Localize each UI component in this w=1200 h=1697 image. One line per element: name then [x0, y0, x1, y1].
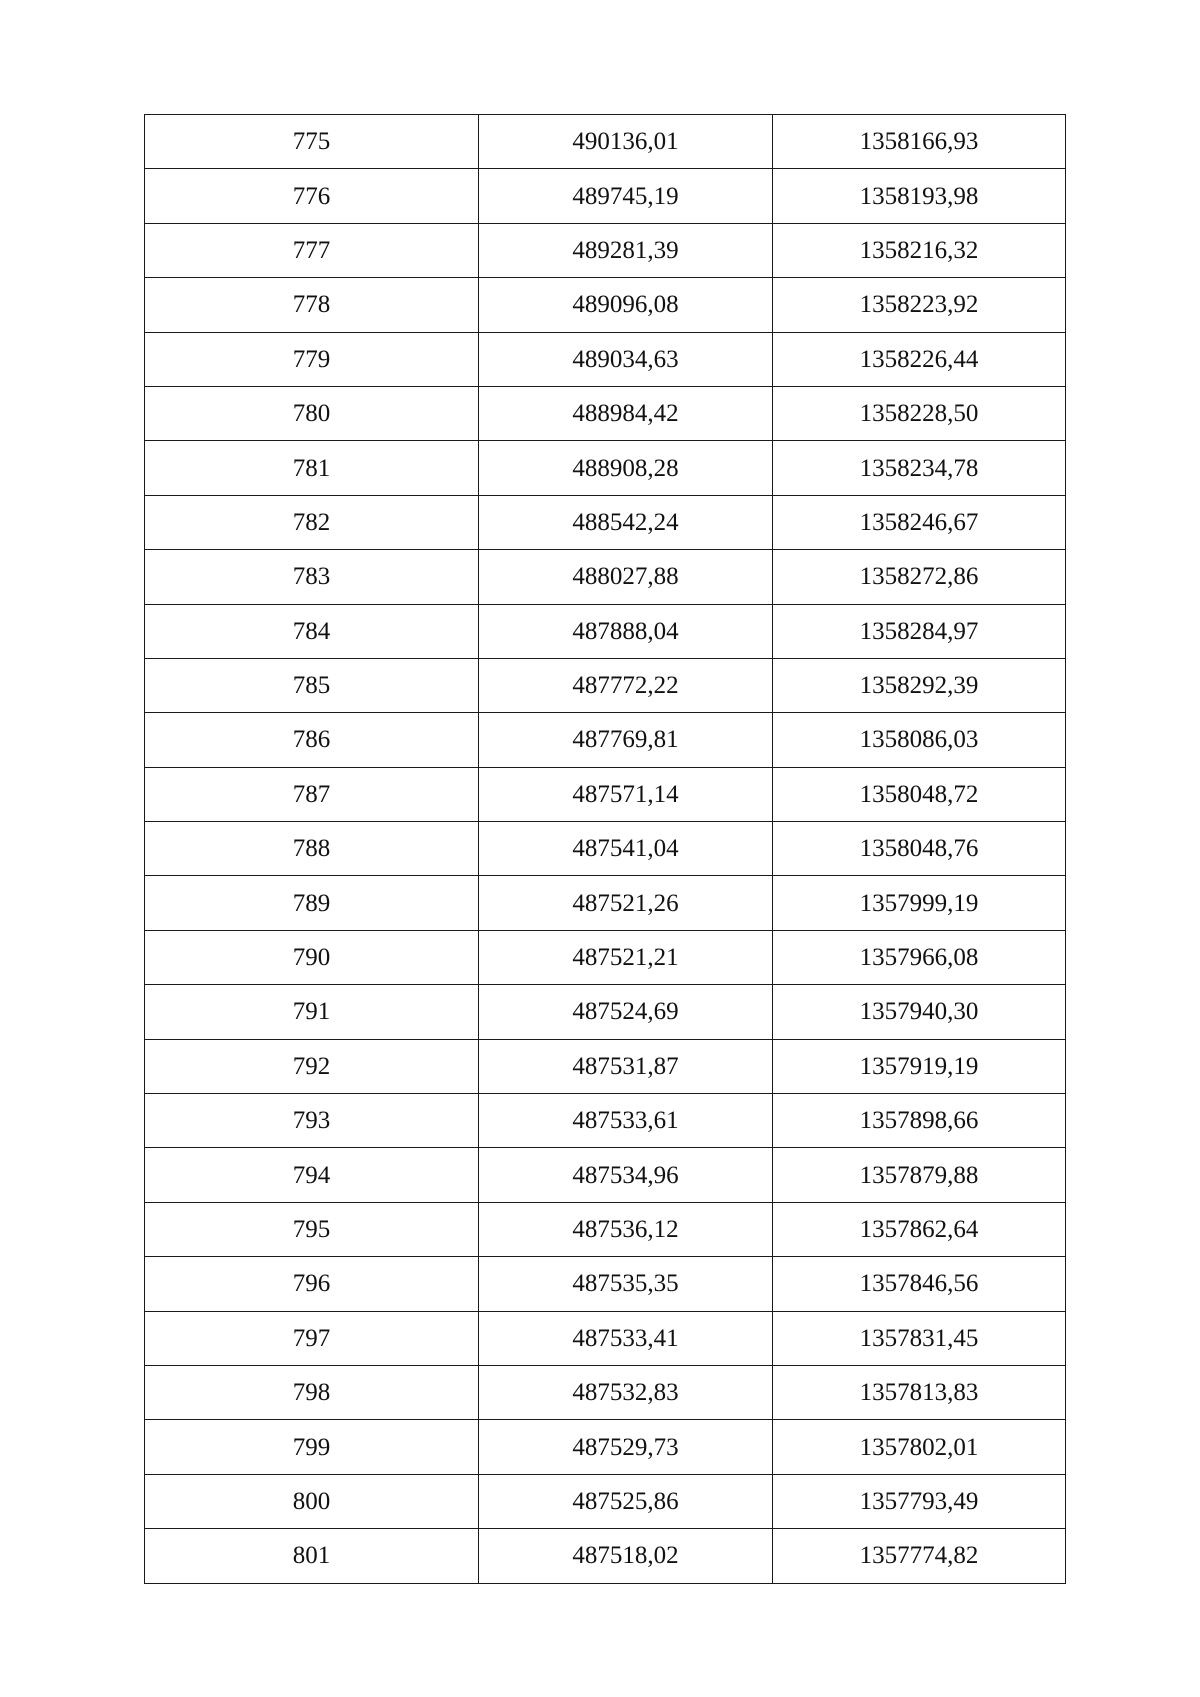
x-coordinate-cell: 489745,19	[479, 169, 773, 223]
point-number-cell: 798	[145, 1365, 479, 1419]
point-number-cell: 775	[145, 115, 479, 169]
table-row	[145, 115, 1066, 169]
x-coordinate-cell: 487525,86	[479, 1474, 773, 1528]
table-row	[145, 1365, 1066, 1419]
y-coordinate-cell: 1357999,19	[773, 876, 1066, 930]
y-coordinate-cell: 1358193,98	[773, 169, 1066, 223]
point-number-cell: 790	[145, 930, 479, 984]
table-row	[145, 985, 1066, 1039]
x-coordinate-cell: 489034,63	[479, 332, 773, 386]
table-row	[145, 441, 1066, 495]
point-number-cell: 785	[145, 658, 479, 712]
y-coordinate-cell: 1358284,97	[773, 604, 1066, 658]
y-coordinate-cell: 1358272,86	[773, 550, 1066, 604]
table-row	[145, 1311, 1066, 1365]
x-coordinate-cell: 487888,04	[479, 604, 773, 658]
y-coordinate-cell: 1358228,50	[773, 386, 1066, 440]
x-coordinate-cell: 487533,41	[479, 1311, 773, 1365]
x-coordinate-cell: 487524,69	[479, 985, 773, 1039]
point-number-cell: 801	[145, 1529, 479, 1583]
table-row	[145, 930, 1066, 984]
y-coordinate-cell: 1358223,92	[773, 278, 1066, 332]
table-row	[145, 169, 1066, 223]
y-coordinate-cell: 1357940,30	[773, 985, 1066, 1039]
point-number-cell: 792	[145, 1039, 479, 1093]
table-row	[145, 658, 1066, 712]
x-coordinate-cell: 490136,01	[479, 115, 773, 169]
x-coordinate-cell: 487529,73	[479, 1420, 773, 1474]
table-row	[145, 278, 1066, 332]
table-row	[145, 1257, 1066, 1311]
y-coordinate-cell: 1358226,44	[773, 332, 1066, 386]
table-row	[145, 495, 1066, 549]
table-row	[145, 1094, 1066, 1148]
x-coordinate-cell: 487518,02	[479, 1529, 773, 1583]
x-coordinate-cell: 488027,88	[479, 550, 773, 604]
table-row	[145, 1529, 1066, 1583]
point-number-cell: 799	[145, 1420, 479, 1474]
x-coordinate-cell: 487769,81	[479, 713, 773, 767]
point-number-cell: 797	[145, 1311, 479, 1365]
y-coordinate-cell: 1358292,39	[773, 658, 1066, 712]
x-coordinate-cell: 487531,87	[479, 1039, 773, 1093]
point-number-cell: 787	[145, 767, 479, 821]
y-coordinate-cell: 1357831,45	[773, 1311, 1066, 1365]
point-number-cell: 776	[145, 169, 479, 223]
point-number-cell: 779	[145, 332, 479, 386]
x-coordinate-cell: 487521,26	[479, 876, 773, 930]
table-row	[145, 1202, 1066, 1256]
x-coordinate-cell: 487541,04	[479, 822, 773, 876]
x-coordinate-cell: 487571,14	[479, 767, 773, 821]
point-number-cell: 784	[145, 604, 479, 658]
y-coordinate-cell: 1357793,49	[773, 1474, 1066, 1528]
y-coordinate-cell: 1357846,56	[773, 1257, 1066, 1311]
y-coordinate-cell: 1358216,32	[773, 223, 1066, 277]
point-number-cell: 794	[145, 1148, 479, 1202]
table-row	[145, 550, 1066, 604]
table-row	[145, 604, 1066, 658]
point-number-cell: 781	[145, 441, 479, 495]
point-number-cell: 800	[145, 1474, 479, 1528]
point-number-cell: 793	[145, 1094, 479, 1148]
coordinates-table	[144, 114, 1066, 1584]
table-row	[145, 386, 1066, 440]
x-coordinate-cell: 487535,35	[479, 1257, 773, 1311]
x-coordinate-cell: 488984,42	[479, 386, 773, 440]
y-coordinate-cell: 1358086,03	[773, 713, 1066, 767]
point-number-cell: 791	[145, 985, 479, 1039]
x-coordinate-cell: 487533,61	[479, 1094, 773, 1148]
table-row	[145, 1474, 1066, 1528]
point-number-cell: 786	[145, 713, 479, 767]
table-row	[145, 332, 1066, 386]
y-coordinate-cell: 1358234,78	[773, 441, 1066, 495]
table-row	[145, 822, 1066, 876]
x-coordinate-cell: 487521,21	[479, 930, 773, 984]
point-number-cell: 782	[145, 495, 479, 549]
x-coordinate-cell: 487534,96	[479, 1148, 773, 1202]
table-row	[145, 223, 1066, 277]
y-coordinate-cell: 1358246,67	[773, 495, 1066, 549]
y-coordinate-cell: 1357966,08	[773, 930, 1066, 984]
point-number-cell: 795	[145, 1202, 479, 1256]
x-coordinate-cell: 487772,22	[479, 658, 773, 712]
table-row	[145, 713, 1066, 767]
y-coordinate-cell: 1357802,01	[773, 1420, 1066, 1474]
x-coordinate-cell: 488908,28	[479, 441, 773, 495]
table-row	[145, 767, 1066, 821]
table-row	[145, 876, 1066, 930]
y-coordinate-cell: 1358048,72	[773, 767, 1066, 821]
table-row	[145, 1420, 1066, 1474]
y-coordinate-cell: 1358048,76	[773, 822, 1066, 876]
x-coordinate-cell: 487536,12	[479, 1202, 773, 1256]
point-number-cell: 778	[145, 278, 479, 332]
point-number-cell: 796	[145, 1257, 479, 1311]
table-row	[145, 1148, 1066, 1202]
table-row	[145, 1039, 1066, 1093]
y-coordinate-cell: 1357813,83	[773, 1365, 1066, 1419]
y-coordinate-cell: 1357919,19	[773, 1039, 1066, 1093]
point-number-cell: 783	[145, 550, 479, 604]
point-number-cell: 777	[145, 223, 479, 277]
y-coordinate-cell: 1358166,93	[773, 115, 1066, 169]
y-coordinate-cell: 1357862,64	[773, 1202, 1066, 1256]
y-coordinate-cell: 1357898,66	[773, 1094, 1066, 1148]
x-coordinate-cell: 487532,83	[479, 1365, 773, 1419]
point-number-cell: 789	[145, 876, 479, 930]
coordinates-table-body	[145, 115, 1066, 1584]
x-coordinate-cell: 488542,24	[479, 495, 773, 549]
point-number-cell: 780	[145, 386, 479, 440]
x-coordinate-cell: 489096,08	[479, 278, 773, 332]
y-coordinate-cell: 1357774,82	[773, 1529, 1066, 1583]
point-number-cell: 788	[145, 822, 479, 876]
y-coordinate-cell: 1357879,88	[773, 1148, 1066, 1202]
x-coordinate-cell: 489281,39	[479, 223, 773, 277]
